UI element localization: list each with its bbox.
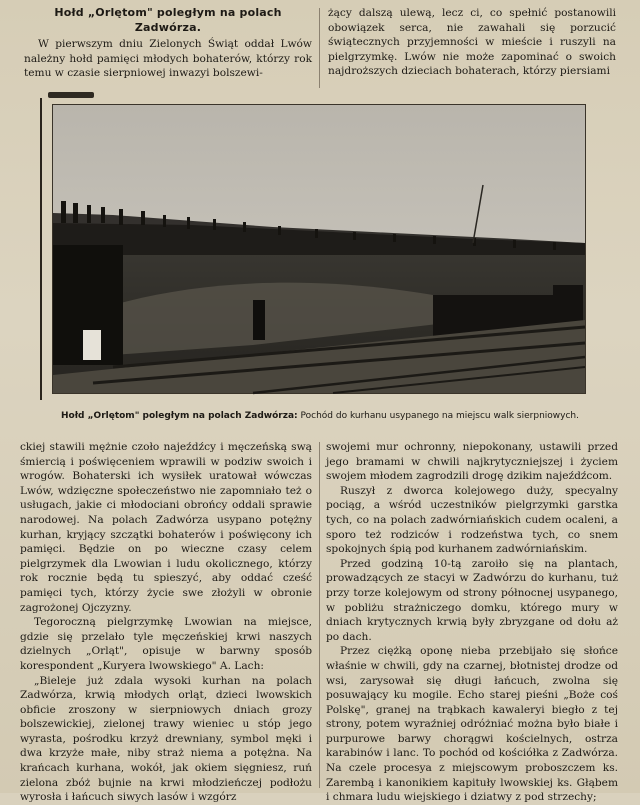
paragraph: W pierwszym dniu Zielonych Świąt oddał Lwów należny hołd pamięci młodych bohaterów, którzy rok temu w czasie sierpniowej inwazyi bolszewi-: [24, 38, 312, 80]
paragraph: „Bieleje już zdala wysoki kurhan na polach Zadwórza, krwią młodych orląt, dzieci lwowskich obficie zroszony w sierpniowych dniach grozy bolszewickiej, zielonej trawy wieniec u stóp jego wyrasta, pośrodku krzyż drewniany, symbol męki i dwa krzyże małe, niby straż niema a potężna. Na krańcach kurhana, wokół, jak okiem sięgniesz, ruń zielona zbóż bujnie na krwi młodzieńczej podłożu wyrosła i łańcuch siwych lasów i wzgórz: [20, 674, 312, 804]
paragraph: Tegoroczną pielgrzymkę Lwowian na miejsce, gdzie się przelało tyle męczeńskiej krwi naszych dzielnych „Orląt", opisuje w barwny sposób korespondent „Kuryera lwowskiego" A. Lach:: [20, 616, 312, 672]
photo-caption: [40, 410, 600, 422]
paragraph: Przed godziną 10-tą zaroiło się na plantach, prowadzących ze stacyi w Zadwórzu do kurhanu, tuż przy torze kolejowym od strony północnej usypanego, w pobliżu strażniczego domku, którego mury w dniach krytycznych krwią były zbryzgane od dołu aż po dach.: [326, 557, 618, 643]
column-top-right: [328, 6, 616, 90]
paragraph: swojemi mur ochronny, niepokonany, ustawili przed jego bramami w chwili najkrytyczniejszej i życiem swojem młodem zagrodzili drogę dzikim najeźdźcom.: [326, 441, 618, 483]
paragraph: żący dalszą ulewą, lecz ci, co spełnić postanowili obowiązek serca, nie zawahali się porzucić świątecznych przyjemności w mieście i ruszyli na pielgrzymkę. Lwów nie może zapominać o swoich najdroższych dzieciach bohaterach, którzy piersiami: [328, 7, 616, 78]
caption-bold: Hołd „Orlętom" poległym na polach Zadwórza:: [61, 411, 298, 421]
paragraph: Przez ciężką oponę nieba przebijało się słońce właśnie w chwili, gdy na czarnej, błotnistej drodze od wsi, zarysował się długi łańcuch, zwolna się posuwający ku mogile. Echo starej pieśni „Boże coś Polskę", granej na trąbkach kawaleryi biegło z tej strony, potem wyraźniej odróżniać można było białe i purpurowe barwy chorągwi kościelnych, ostrza karabinów i lanc. To pochód od kościółka z Zadwórza. Na czele procesya z miejscowym proboszczem ks. Zarembą i kanonikiem kapituły lwowskiej ks. Głąbem i chmara ludu wiejskiego i dziatwy z pod strzechy;: [326, 645, 618, 804]
column-top-left: [24, 6, 312, 88]
column-bottom-left: [20, 440, 312, 804]
column-divider: [319, 442, 320, 788]
column-bottom-right: [326, 440, 618, 804]
standing-figure: [253, 300, 265, 340]
article-headline: Hołd „Orlętom" poległym na polach Zadwórza.: [54, 6, 282, 34]
paragraph: ckiej stawili mężnie czoło najeźdźcy i męczeńską swą śmiercią i poświęceniem wprawili w podziw swoich i wrogów. Bohaterski ich wysiłek uratował wówczas Lwów, wdzięczne społeczeństwo nie zapomniało też o usługach, jakie ci młodociani obrońcy oddali sprawie narodowej. Na polach Zadwórza usypano potężny kurhan, kryjący szczątki bohaterów i poświęcony ich pamięci. Będzie on po wieczne czasy celem pielgrzymek dla Lwowian i ludu okolicznego, którzy rok rocznie będą tu spieszyć, aby oddać cześć pamięci tych, którzy życie swe złożyli w obronie zagrożonej Ojczyzny.: [20, 441, 312, 614]
procession-photo: [52, 104, 586, 394]
paragraph: Ruszył z dworca kolejowego duży, specyalny pociąg, a wśród uczestników pielgrzymki garstka tych, co na polach zadwórniańskich cudem ocaleni, a sporo też rodziców i rodzeństwa tych, co snem spokojnych śpią pod kurhanem zadwórniańskim.: [326, 484, 618, 556]
left-group: [53, 245, 123, 365]
caption-text: Pochód do kurhanu usypanego na miejscu walk sierpniowych.: [300, 411, 579, 421]
column-divider: [319, 8, 320, 88]
